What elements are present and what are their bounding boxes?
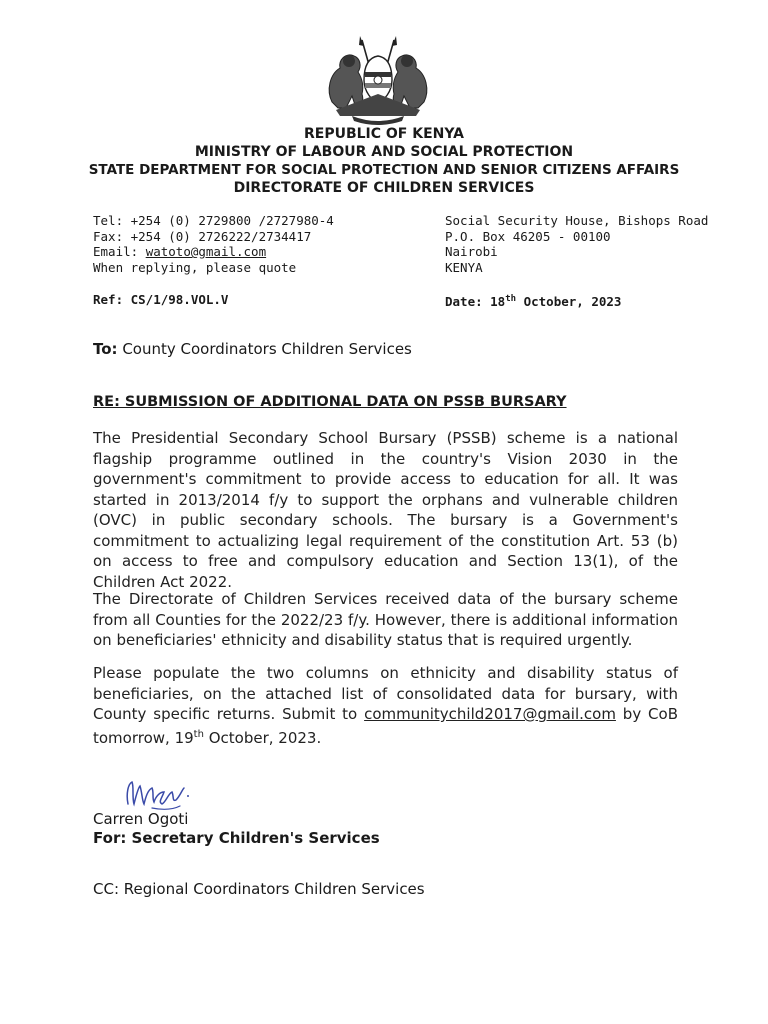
- coat-of-arms-emblem: [322, 34, 434, 126]
- header-state-department: STATE DEPARTMENT FOR SOCIAL PROTECTION AND SENIOR CITIZENS AFFAIRS: [88, 162, 680, 178]
- contact-reply-note: When replying, please quote: [93, 259, 297, 275]
- header-republic: REPUBLIC OF KENYA: [303, 126, 465, 142]
- paragraph-3: Please populate the two columns on ethnicity and disability status of beneficiaries, on the attached list of consolidated data for bursary, with County specific returns. Submit to communitychild2017@gmail.com by CoB tomorrow, 19th October, 2023.: [93, 664, 678, 747]
- handwritten-signature: [122, 776, 194, 812]
- recipient-text: County Coordinators Children Services: [117, 340, 412, 358]
- address-line-1: Social Security House, Bishops Road: [445, 213, 709, 228]
- address-block: [445, 213, 745, 275]
- contact-block: [93, 213, 413, 275]
- contact-email: [93, 244, 413, 260]
- signatory-name: Carren Ogoti: [93, 810, 189, 828]
- signatory-title: For: Secretary Children's Services: [93, 829, 380, 847]
- cc-line: CC: Regional Coordinators Children Services: [93, 880, 425, 898]
- paragraph-2: The Directorate of Children Services received data of the bursary scheme from all Counties for the 2022/23 f/y. However, there is additional information on beneficiaries' ethnicity and disability status that is required urgently.: [93, 590, 678, 649]
- recipient-label: To:: [93, 340, 118, 358]
- paragraph-1: The Presidential Secondary School Bursary (PSSB) scheme is a national flagship programme outlined in the country's Vision 2030 in the government's commitment to provide access to education for all. It was started in 2013/2014 f/y to support the orphans and vulnerable children (OVC) in public secondary schools. The bursary is a Government's commitment to actualizing legal requirement of the constitution Art. 53 (b) on access to free and compulsory education and Section 13(1), of the Children Act 2022.: [93, 429, 678, 591]
- address-line-4: KENYA: [445, 259, 483, 275]
- header-directorate: DIRECTORATE OF CHILDREN SERVICES: [233, 180, 535, 196]
- email-link[interactable]: watoto@gmail.com: [145, 244, 267, 259]
- subject-line: RE: SUBMISSION OF ADDITIONAL DATA ON PSSB BURSARY: [93, 394, 567, 410]
- submission-email-link[interactable]: communitychild2017@gmail.com: [364, 705, 616, 723]
- reference-number: Ref: CS/1/98.VOL.V: [93, 292, 229, 307]
- contact-fax: Fax: +254 (0) 2726222/2734417: [93, 228, 312, 244]
- email-label: Email:: [93, 244, 146, 259]
- header-ministry: MINISTRY OF LABOUR AND SOCIAL PROTECTION: [194, 144, 574, 160]
- recipient-line: [93, 340, 412, 358]
- letter-date: Date: 18th October, 2023: [445, 294, 622, 310]
- address-line-3: Nairobi: [445, 244, 498, 259]
- contact-tel: Tel: +254 (0) 2729800 /2727980-4: [93, 213, 334, 228]
- address-line-2: P.O. Box 46205 - 00100: [445, 228, 611, 244]
